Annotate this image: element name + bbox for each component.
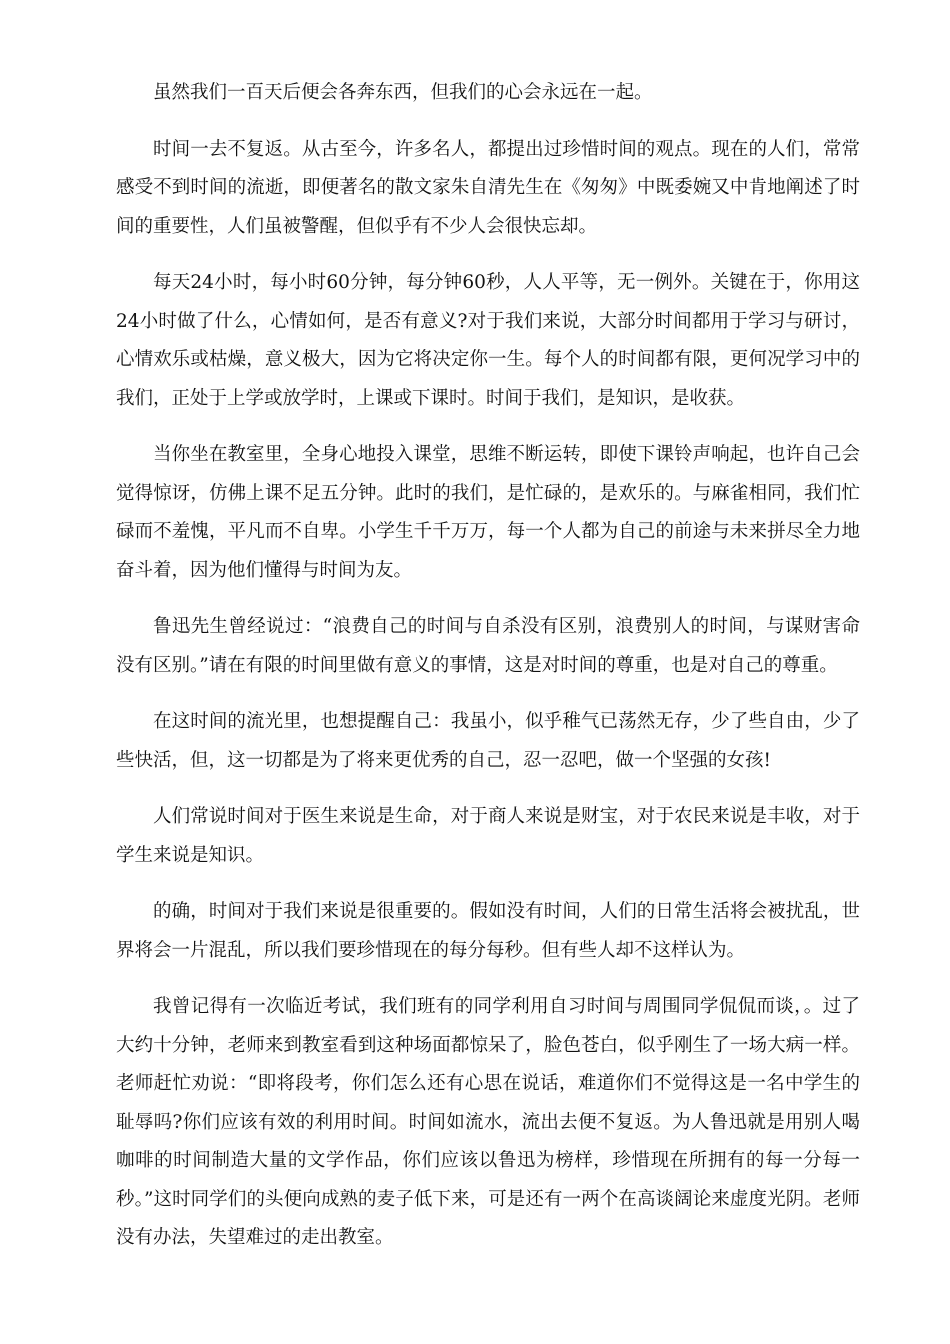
paragraph: 人们常说时间对于医生来说是生命，对于商人来说是财宝，对于农民来说是丰收，对于学生来说是知识。: [116, 806, 860, 866]
paragraph: 在这时间的流光里，也想提醒自己：我虽小，似乎稚气已荡然无存，少了些自由，少了些快活，但，这一切都是为了将来更优秀的自己，忍一忍吧，做一个坚强的女孩!: [116, 711, 860, 771]
paragraph: 当你坐在教室里，全身心地投入课堂，思维不断运转，即使下课铃声响起，也许自己会觉得惊讶，仿佛上课不足五分钟。此时的我们，是忙碌的，是欢乐的。与麻雀相同，我们忙碌而不羞愧，平凡而不自卑。小学生千千万万，每一个人都为自己的前途与未来拼尽全力地奋斗着，因为他们懂得与时间为友。: [116, 444, 860, 581]
paragraph: 我曾记得有一次临近考试，我们班有的同学利用自习时间与周围同学侃侃而谈，。过了大约十分钟，老师来到教室看到这种场面都惊呆了，脸色苍白，似乎刚生了一场大病一样。老师赶忙劝说：“即将段考，你们怎么还有心思在说话，难道你们不觉得这是一名中学生的耻辱吗?你们应该有效的利用时间。时间如流水，流出去便不复返。为人鲁迅就是用别人喝咖啡的时间制造大量的文学作品，你们应该以鲁迅为榜样，珍惜现在所拥有的每一分每一秒。”这时同学们的头便向成熟的麦子低下来，可是还有一两个在高谈阔论来虚度光阴。老师没有办法，失望难过的走出教室。: [116, 996, 860, 1248]
paragraph: 时间一去不复返。从古至今，许多名人，都提出过珍惜时间的观点。现在的人们，常常感受不到时间的流逝，即便著名的散文家朱自清先生在《匆匆》中既委婉又中肯地阐述了时间的重要性，人们虽被警醒，但似乎有不少人会很快忘却。: [116, 138, 860, 237]
paragraph: 每天24小时，每小时60分钟，每分钟60秒，人人平等，无一例外。关键在于，你用这24小时做了什么，心情如何，是否有意义?对于我们来说，大部分时间都用于学习与研讨，心情欢乐或枯燥，意义极大，因为它将决定你一生。每个人的时间都有限，更何况学习中的我们，正处于上学或放学时，上课或下课时。时间于我们，是知识，是收获。: [116, 272, 860, 409]
article-body: [116, 74, 860, 1276]
paragraph: 虽然我们一百天后便会各奔东西，但我们的心会永远在一起。: [153, 82, 653, 103]
paragraph: 的确，时间对于我们来说是很重要的。假如没有时间，人们的日常生活将会被扰乱，世界将会一片混乱，所以我们要珍惜现在的每分每秒。但有些人却不这样认为。: [116, 901, 860, 961]
paragraph: 鲁迅先生曾经说过：“浪费自己的时间与自杀没有区别，浪费别人的时间，与谋财害命没有区别。”请在有限的时间里做有意义的事情，这是对时间的尊重，也是对自己的尊重。: [116, 616, 860, 676]
